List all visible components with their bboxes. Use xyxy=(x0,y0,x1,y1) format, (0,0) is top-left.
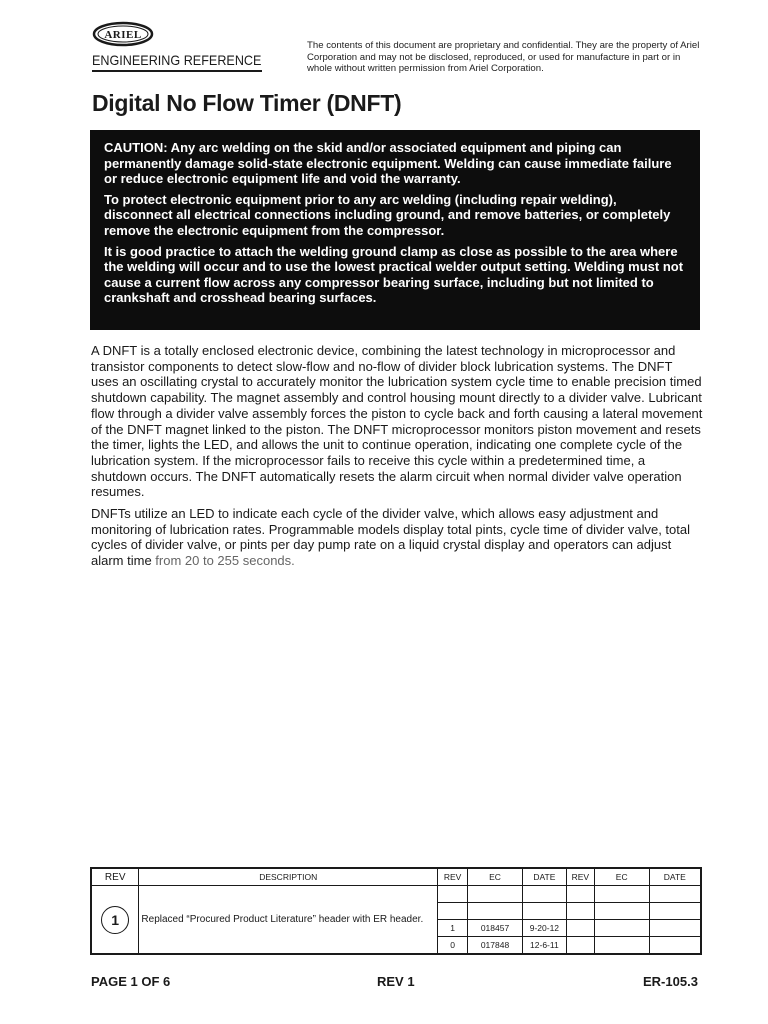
current-rev-badge: 1 xyxy=(101,906,129,934)
body-paragraph-2 xyxy=(91,506,703,569)
revision-table xyxy=(90,867,702,955)
rev-header-2: REV xyxy=(438,868,468,886)
row-date: 9-20-12 xyxy=(522,920,566,937)
caution-paragraph-3: It is good practice to attach the welding ground clamp as close as possible to the area where the welding will occur and to use the lowest practical welder output setting. Welding must not cause a current flow across any compressor bearing surface, including but not limited to crankshaft and crosshead bearing surfaces. xyxy=(104,243,684,306)
revision-table-header xyxy=(91,868,701,886)
rev-header: REV xyxy=(91,868,139,886)
description-header: DESCRIPTION xyxy=(139,868,438,886)
row-date: 12-6-11 xyxy=(522,937,566,955)
date-header: DATE xyxy=(522,868,566,886)
page-title: Digital No Flow Timer (DNFT) xyxy=(92,90,402,116)
body-paragraph-2-main: DNFTs utilize an LED to indicate each cycle of the divider valve, which allows easy adjustment and monitoring of lubrication rates. Programmable models display total pints, cycle time of divider valve, total cycles of divider valve, or pints per day pump rate on a liquid crystal display and operators can adjust alarm time xyxy=(91,506,690,569)
body-text xyxy=(91,343,703,575)
revision-description: Replaced “Procured Product Literature” header with ER header. xyxy=(139,886,438,955)
body-paragraph-2-tail: from 20 to 255 seconds. xyxy=(155,553,295,569)
header-rule xyxy=(92,70,262,72)
row-ec: 017848 xyxy=(468,937,523,955)
caution-box xyxy=(90,130,700,330)
row-rev: 1 xyxy=(438,920,468,937)
confidentiality-notice: The contents of this document are proprietary and confidential. They are the property of Ariel Corporation and may not be disclosed, reproduced, or used for manufacture in part or in whole without written permission from Ariel Corporation. xyxy=(307,40,700,74)
body-paragraph-1: A DNFT is a totally enclosed electronic device, combining the latest technology in microprocessor and transistor components to detect slow-flow and no-flow of divider block lubrication systems. The DNFT uses an oscillating crystal to accurately monitor the lubrication system cycle time to enable precision timed shutdown capability. The magnet assembly and control housing mount directly to a divider valve. Lubricant flow through a divider valve assembly forces the piston to cycle back and forth causing a lateral movement of the DNFT magnet linked to the piston. The DNFT microprocessor monitors piston movement and resets the timer, lights the LED, and allows the unit to continue operation, indicating one complete cycle of the lubrication system. If the microprocessor fails to receive this cycle within a predetermined time, a shutdown occurs. The DNFT automatically resets the alarm circuit when normal divider valve operation resumes. xyxy=(91,343,703,500)
page-number: PAGE 1 OF 6 xyxy=(91,974,171,989)
ariel-logo xyxy=(92,20,154,48)
caution-paragraph-2: To protect electronic equipment prior to any arc welding (including repair welding), disconnect all electrical connections including ground, and remove batteries, or completely remove the electronic equipment from the compressor. xyxy=(104,191,671,238)
row-rev: 0 xyxy=(438,937,468,955)
current-rev-cell xyxy=(91,886,139,955)
engineering-reference-label: ENGINEERING REFERENCE xyxy=(92,52,262,68)
document-number: ER-105.3 xyxy=(643,974,698,989)
ec-header-3: EC xyxy=(594,868,649,886)
row-ec: 018457 xyxy=(468,920,523,937)
date-header-3: DATE xyxy=(649,868,701,886)
table-row xyxy=(91,886,701,903)
svg-text:ARIEL: ARIEL xyxy=(104,29,142,41)
rev-header-3: REV xyxy=(566,868,594,886)
footer-rev: REV 1 xyxy=(377,974,415,989)
ec-header: EC xyxy=(468,868,523,886)
caution-paragraph-1: CAUTION: Any arc welding on the skid and/or associated equipment and piping can permanently damage solid-state electronic equipment. Welding can cause immediate failure or reduce electronic equipment life and void the warranty. xyxy=(104,140,672,187)
